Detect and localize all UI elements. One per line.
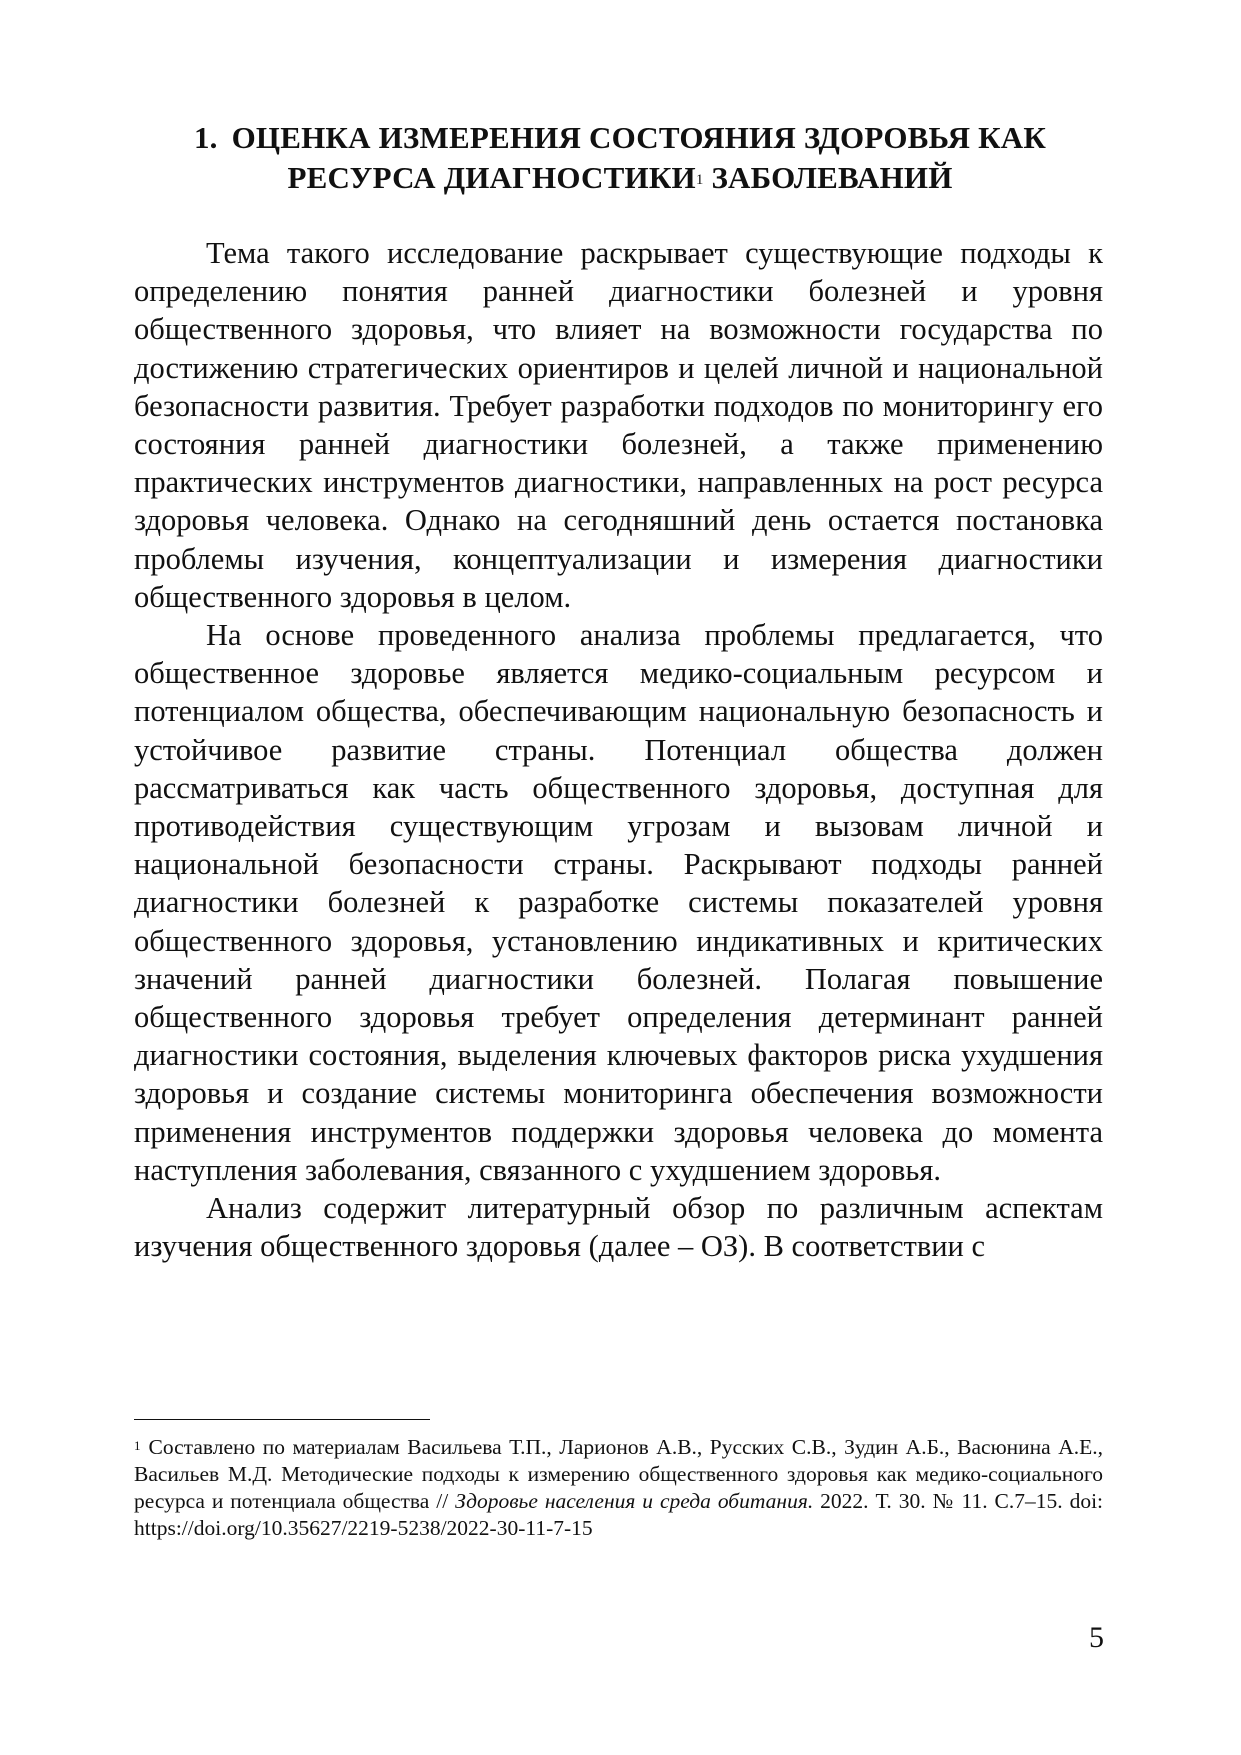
page-number: 5 (1089, 1621, 1104, 1654)
section-heading (130, 118, 1110, 198)
heading-line-2-start: РЕСУРСА ДИАГНОСТИКИ (287, 160, 696, 195)
heading-line-1 (130, 118, 1110, 158)
heading-line-1-text: ОЦЕНКА ИЗМЕРЕНИЯ СОСТОЯНИЯ ЗДОРОВЬЯ КАК (231, 120, 1047, 155)
body-text (134, 234, 1103, 1265)
section-number: 1. (193, 120, 218, 155)
footnote-text-after: 2022. Т. 30. № 11. С.7–15. doi: https://doi.org/10.35627/2219-5238/2022-30-11-7-15 (134, 1489, 1104, 1540)
paragraph-3: Анализ содержит литературный обзор по различным аспектам изучения общественного здоровья (далее – ОЗ). В соответствии с (134, 1191, 1103, 1264)
heading-line-2 (130, 158, 1110, 198)
footnote (134, 1434, 1103, 1542)
paragraph-1: Тема такого исследование раскрывает существующие подходы к определению понятия ранней диагностики болезней и уровня общественного здоровья, что влияет на возможности государства по достижению стратегических ориентиров и целей личной и национальной безопасности развития. Требует разработки подходов по мониторингу его состояния ранней диагностики болезней, а также применению практических инструментов диагностики, направленных на рост ресурса здоровья человека. Однако на сегодняшний день остается постановка проблемы изучения, концептуализации и измерения диагностики общественного здоровья в целом. (134, 236, 1103, 614)
footnote-journal: Здоровье населения и среда обитания. (455, 1489, 814, 1513)
footnote-divider (134, 1419, 430, 1420)
paragraph-2: На основе проведенного анализа проблемы предлагается, что общественное здоровье является медико-социальным ресурсом и потенциалом общества, обеспечивающим национальную безопасность и устойчивое развитие страны. Потенциал общества должен рассматриваться как часть общественного здоровья, доступная для противодействия существующим угрозам и вызовам личной и национальной безопасности страны. Раскрывают подходы ранней диагностики болезней к разработке системы показателей уровня общественного здоровья, установлению индикативных и критических значений ранней диагностики болезней. Полагая повышение общественного здоровья требует определения детерминант ранней диагностики состояния, выделения ключевых факторов риска ухудшения здоровья и создание системы мониторинга обеспечения возможности применения инструментов поддержки здоровья человека до момента наступления заболевания, связанного с ухудшением здоровья. (134, 618, 1103, 1187)
footnote-mark: 1 (134, 1438, 141, 1453)
heading-footnote-mark[interactable]: 1 (695, 172, 704, 188)
heading-line-2-end: ЗАБОЛЕВАНИЙ (711, 160, 953, 195)
footnote-text-before: Составлено по материалам Васильева Т.П., Ларионов А.В., Русских С.В., Зудин А.Б., Васюнина А.Е., Васильев М.Д. Методические подходы к измерению общественного здоровья как медико-социального ресурса и потенциала общества // (134, 1435, 1103, 1513)
